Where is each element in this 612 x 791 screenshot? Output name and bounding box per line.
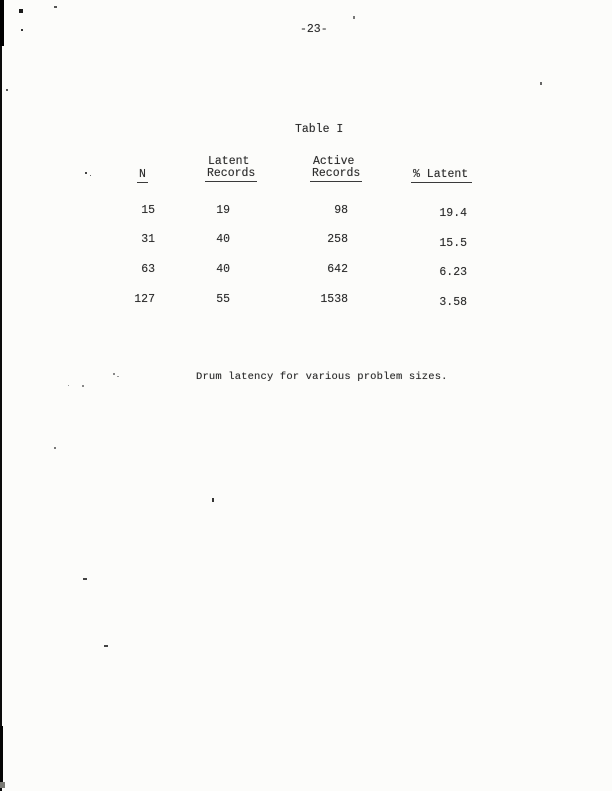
table-cell-latent-records: 40	[216, 263, 230, 276]
column-header-latent-records: Records	[207, 167, 256, 180]
table-cell-latent-records: 55	[216, 293, 230, 306]
table-cell-latent-records: 19	[216, 204, 230, 217]
scan-speck	[68, 385, 69, 386]
table-cell-n: 15	[141, 204, 155, 217]
table-cell-active-records: 258	[327, 233, 348, 246]
table-caption: Drum latency for various problem sizes.	[196, 371, 448, 383]
scan-speck	[85, 172, 87, 174]
scan-speck	[104, 645, 108, 647]
column-header-n: N	[139, 168, 146, 181]
scan-speck	[82, 385, 84, 387]
scan-speck	[54, 447, 56, 449]
scan-edge-artifact	[0, 0, 4, 46]
table-cell-pct-latent: 6.23	[439, 266, 467, 279]
table-title: Table I	[295, 123, 344, 136]
table-cell-active-records: 1538	[320, 293, 348, 306]
table-cell-latent-records: 40	[216, 233, 230, 246]
table-cell-pct-latent: 19.4	[439, 207, 467, 220]
page-number: -23-	[300, 23, 328, 36]
scan-speck	[6, 89, 8, 91]
column-header-pct-latent: % Latent	[411, 169, 472, 183]
scan-speck	[54, 6, 57, 8]
scan-speck	[90, 175, 91, 176]
scan-speck	[113, 373, 115, 375]
scan-speck	[117, 376, 119, 377]
table-cell-pct-latent: 3.58	[439, 296, 467, 309]
column-header-active-records: Records	[312, 167, 361, 180]
scan-edge-artifact	[0, 782, 5, 788]
scan-edge-artifact	[0, 0, 2, 791]
scan-speck	[212, 498, 214, 502]
scan-edge-artifact	[0, 726, 3, 784]
scan-speck	[21, 29, 23, 31]
table-cell-active-records: 642	[327, 263, 348, 276]
table-cell-n: 63	[141, 263, 155, 276]
table-cell-pct-latent: 15.5	[439, 237, 467, 250]
scan-speck	[540, 82, 542, 85]
table-cell-active-records: 98	[334, 204, 348, 217]
scan-speck	[19, 9, 23, 13]
table-cell-n: 127	[134, 293, 155, 306]
scan-speck	[353, 16, 355, 19]
table-cell-n: 31	[141, 233, 155, 246]
column-header-active-line1: Active	[313, 155, 355, 168]
column-header-latent-line1: Latent	[208, 155, 250, 168]
scan-speck	[83, 578, 87, 580]
